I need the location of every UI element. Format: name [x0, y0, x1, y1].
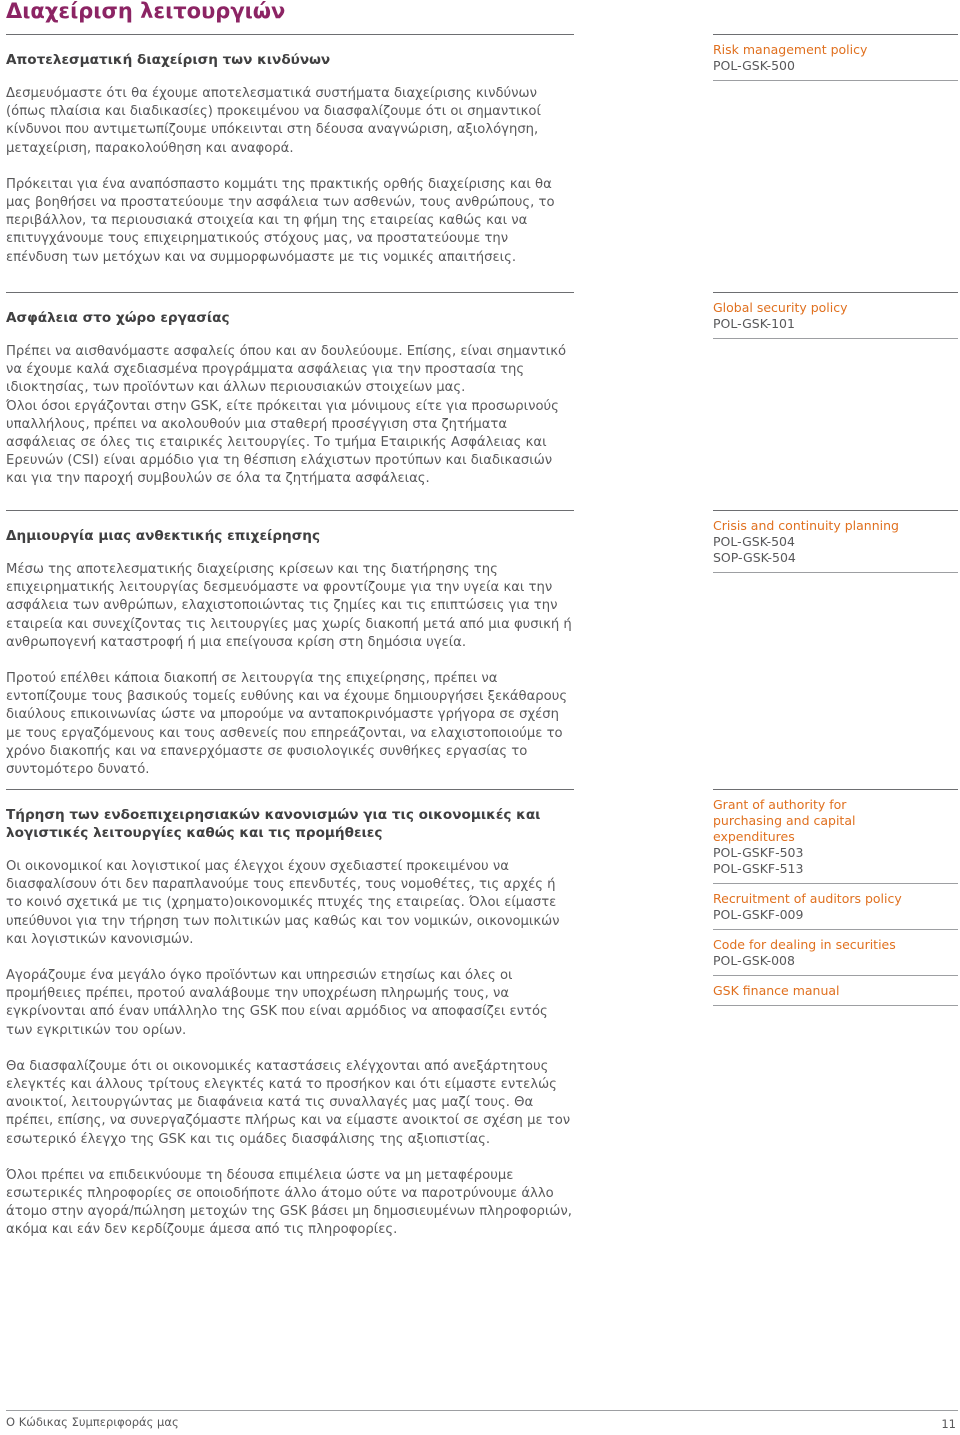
sidebar-policy-block	[713, 510, 958, 573]
section-divider	[6, 510, 574, 511]
section-divider	[6, 789, 574, 790]
policy-link[interactable]: GSK finance manual	[713, 983, 840, 998]
paragraph: Πρόκειται για ένα αναπόσπαστο κομμάτι της πρακτικής ορθής διαχείρισης και θα μας βοηθήσει να προστατεύουμε την ασφάλεια των ασθενών, τους ανθρώπους, το περιβάλλον, τα περιουσιακά στοιχεία και τη φήμη της εταιρείας καθώς και να επιτυγχάνουμε τους επιχειρηματικούς στόχους μας, να προστατεύουμε την επένδυση των μετόχων και να συμμορφωνόμαστε με τις νομικές απαιτήσεις.	[6, 176, 555, 265]
policy-code: POL-GSKF-513	[713, 861, 804, 876]
page-number: 11	[941, 1417, 956, 1431]
policy-link[interactable]: Global security policy	[713, 300, 848, 315]
paragraph: Προτού επέλθει κάποια διακοπή σε λειτουργία της επιχείρησης, πρέπει να εντοπίζουμε τους βασικούς τομείς ευθύνης και να έχουμε δημιουργήσει ξεκάθαρους διαύλους επικοινωνίας ώστε να μπορούμε να ανταποκρινόμαστε γρήγορα σε σχέση με τους εργαζόμενους και τους ασθενείς που επηρεάζονται, να ελαχιστοποιούμε το χρόνο διακοπής και να επανερχόμαστε σε φυσιολογικές συνθήκες εργασίας το συντομότερο δυνατό.	[6, 671, 568, 778]
paragraph: Μέσω της αποτελεσματικής διαχείρισης κρίσεων και της διατήρησης της επιχειρηματικής λειτουργίας δεσμευόμαστε να φροντίζουμε για την υγεία και την ασφάλεια των ανθρώπων, ελαχιστοποιώντας τις ζημίες και τις επιπτώσεις για την εταιρεία και συνεχίζοντας τις λειτουργίες μας χωρίς διακοπή μετά από μια φυσική ή ανθρωπογενή καταστροφή ή μια επείγουσα κρίση στη δημόσια υγεία.	[6, 562, 572, 650]
policy-reference	[713, 790, 958, 884]
policy-reference	[713, 35, 958, 81]
section-workplace-security	[6, 292, 574, 489]
policy-link[interactable]: Grant of authority for purchasing and capital expenditures	[713, 797, 856, 844]
sidebar-policy-block	[713, 789, 958, 1006]
policy-code: POL-GSK-504	[713, 534, 795, 549]
section-title: Ασφάλεια στο χώρο εργασίας	[6, 310, 230, 326]
section-financial-controls	[6, 789, 574, 1240]
paragraph: Πρέπει να αισθανόμαστε ασφαλείς όπου και αν δουλεύουμε. Επίσης, είναι σημαντικό να έχουμε καλά σχεδιασμένα προγράμματα ασφάλειας για την προστασία της ιδιοκτησίας, των προϊόντων και άλλων περιουσιακών στοιχείων μας.	[6, 344, 567, 396]
page-title: Διαχείριση λειτουργιών	[6, 0, 286, 23]
paragraph: Όλοι πρέπει να επιδεικνύουμε τη δέουσα επιμέλεια ώστε να μη μεταφέρουμε εσωτερικές πληροφορίες σε οποιοδήποτε άλλο άτομο ούτε να παροτρύνουμε άλλο άτομο στην αγορά/πώληση μετοχών της GSK βάσει μη δημοσιευμένων πληροφοριών, ακόμα και εάν δεν κερδίζουμε άμεσα από τις πληροφορίες.	[6, 1167, 572, 1238]
section-divider	[6, 34, 574, 35]
paragraph: Όλοι όσοι εργάζονται στην GSK, είτε πρόκειται για μόνιμους είτε για προσωρινούς υπαλλήλους, πρέπει να ακολουθούν μια σταθερή προσέγγιση στα ζητήματα ασφάλειας σε όλες τις εταιρικές λειτουργίες. Το τμήμα Εταιρικής Ασφάλειας και Ερευνών (CSI) είναι αρμόδιο για τη θέσπιση ελάχιστων προτύπων και διαδικασιών και για την παροχή συμβουλών σε όλα τα ζητήματα ασφάλειας.	[6, 398, 559, 487]
policy-link[interactable]: Risk management policy	[713, 42, 868, 57]
policy-code: SOP-GSK-504	[713, 550, 796, 565]
policy-reference	[713, 930, 958, 976]
policy-code: POL-GSK-008	[713, 953, 795, 968]
policy-code: POL-GSK-500	[713, 58, 795, 73]
paragraph: Δεσμευόμαστε ότι θα έχουμε αποτελεσματικά συστήματα διαχείρισης κινδύνων (όπως πλαίσια και διαδικασίες) προκειμένου να διασφαλίζουμε ότι οι σημαντικοί κίνδυνοι που αντιμετωπίζουμε υπόκεινται στη δέουσα αναγνώριση, αξιολόγηση, μεταχείριση, παρακολούθηση και αναφορά.	[6, 86, 541, 156]
policy-link[interactable]: Code for dealing in securities	[713, 937, 896, 952]
sidebar-policy-block	[713, 292, 958, 339]
section-risk-management	[6, 34, 574, 267]
policy-code: POL-GSKF-009	[713, 907, 804, 922]
footer-divider	[6, 1410, 958, 1411]
sidebar-policy-block	[713, 34, 958, 81]
policy-link[interactable]: Recruitment of auditors policy	[713, 891, 902, 906]
section-divider	[6, 292, 574, 293]
section-resilient-business	[6, 510, 574, 779]
footer-document-title: Ο Κώδικας Συμπεριφοράς μας	[6, 1415, 179, 1429]
section-title: Δημιουργία μιας ανθεκτικής επιχείρησης	[6, 528, 321, 544]
policy-reference	[713, 976, 958, 1006]
policy-code: POL-GSK-101	[713, 316, 795, 331]
policy-code: POL-GSKF-503	[713, 845, 804, 860]
policy-reference	[713, 293, 958, 339]
paragraph: Αγοράζουμε ένα μεγάλο όγκο προϊόντων και υπηρεσιών ετησίως και όλες οι προμήθειες πρέπει, προτού αναλάβουμε την υποχρέωση πληρωμής τους, να εγκρίνονται από έναν υπάλληλο της GSK που είναι αρμόδιος να αποφασίζει εντός των εγκριτικών του ορίων.	[6, 968, 548, 1038]
paragraph: Οι οικονομικοί και λογιστικοί μας έλεγχοι έχουν σχεδιαστεί προκειμένου να διασφαλίσουν ότι δεν παραπλανούμε τους επενδυτές, τους νομοθέτες, τις αρχές ή το κοινό σχετικά με τις (χρηματο)οικονομικές πτυχές της εταιρείας. Όλοι είμαστε υπεύθυνοι για την τήρηση των πολιτικών μας καθώς και τον νομικών, οικονομικών και λογιστικών κανονισμών.	[6, 859, 560, 947]
policy-reference	[713, 511, 958, 573]
section-title: Αποτελεσματική διαχείριση των κινδύνων	[6, 52, 331, 68]
section-title: Τήρηση των ενδοεπιχειρησιακών κανονισμών για τις οικονομικές και λογιστικές λειτουργίες καθώς και τις προμήθειες	[6, 807, 541, 841]
paragraph: Θα διασφαλίζουμε ότι οι οικονομικές καταστάσεις ελέγχονται από ανεξάρτητους ελεγκτές και άλλους τρίτους ελεγκτές κατά το προσήκον και ότι είμαστε εντελώς ανοικτοί, λειτουργώντας με διαφάνεια κατά τις συναλλαγές μας μαζί τους. Θα πρέπει, επίσης, να συνεργαζόμαστε πλήρως και να είμαστε ανοικτοί σε σχέση με τον εσωτερικό έλεγχο της GSK και τις ομάδες διασφάλισης της αξιοπιστίας.	[6, 1058, 571, 1147]
policy-reference	[713, 884, 958, 930]
policy-link[interactable]: Crisis and continuity planning	[713, 518, 899, 533]
